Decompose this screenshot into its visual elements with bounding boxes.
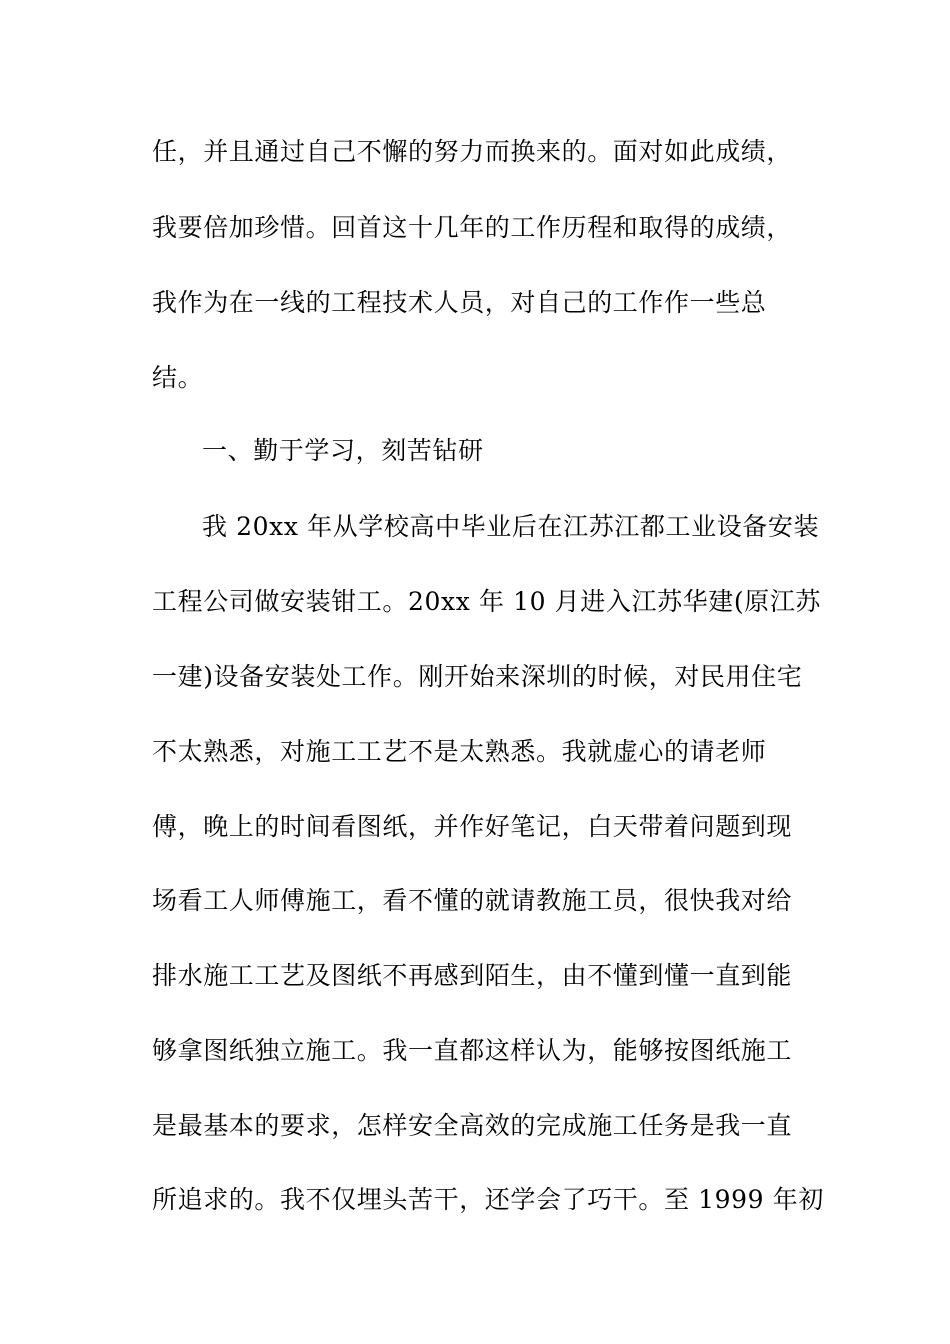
section-heading: 一、勤于学习，刻苦钻研 [202, 436, 484, 465]
paragraph-line: 我作为在一线的工程技术人员，对自己的工作作一些总 [152, 288, 767, 317]
paragraph-line: 场看工人师傅施工，看不懂的就请教施工员，很快我对给 [152, 886, 793, 915]
paragraph-line: 任，并且通过自己不懈的努力而换来的。面对如此成绩， [152, 137, 793, 166]
paragraph-line: 一建)设备安装处工作。刚开始来深圳的时候，对民用住宅 [152, 662, 803, 691]
paragraph-line: 所追求的。我不仅埋头苦干，还学会了巧干。至 1999 年初 [152, 1185, 824, 1214]
paragraph-line: 是最基本的要求，怎样安全高效的完成施工任务是我一直 [152, 1111, 793, 1140]
paragraph-line: 够拿图纸独立施工。我一直都这样认为，能够按图纸施工 [152, 1036, 793, 1065]
paragraph-line: 工程公司做安装钳工。20xx 年 10 月进入江苏华建(原江苏 [152, 587, 822, 616]
paragraph-line: 结。 [152, 363, 204, 392]
paragraph-line: 傅，晚上的时间看图纸，并作好笔记，白天带着问题到现 [152, 812, 793, 841]
paragraph-line: 不太熟悉，对施工工艺不是太熟悉。我就虚心的请老师 [152, 737, 767, 766]
paragraph-line: 排水施工工艺及图纸不再感到陌生，由不懂到懂一直到能 [152, 961, 793, 990]
paragraph-line: 我要倍加珍惜。回首这十几年的工作历程和取得的成绩， [152, 213, 793, 242]
paragraph-line: 我 20xx 年从学校高中毕业后在江苏江都工业设备安装 [202, 512, 820, 541]
